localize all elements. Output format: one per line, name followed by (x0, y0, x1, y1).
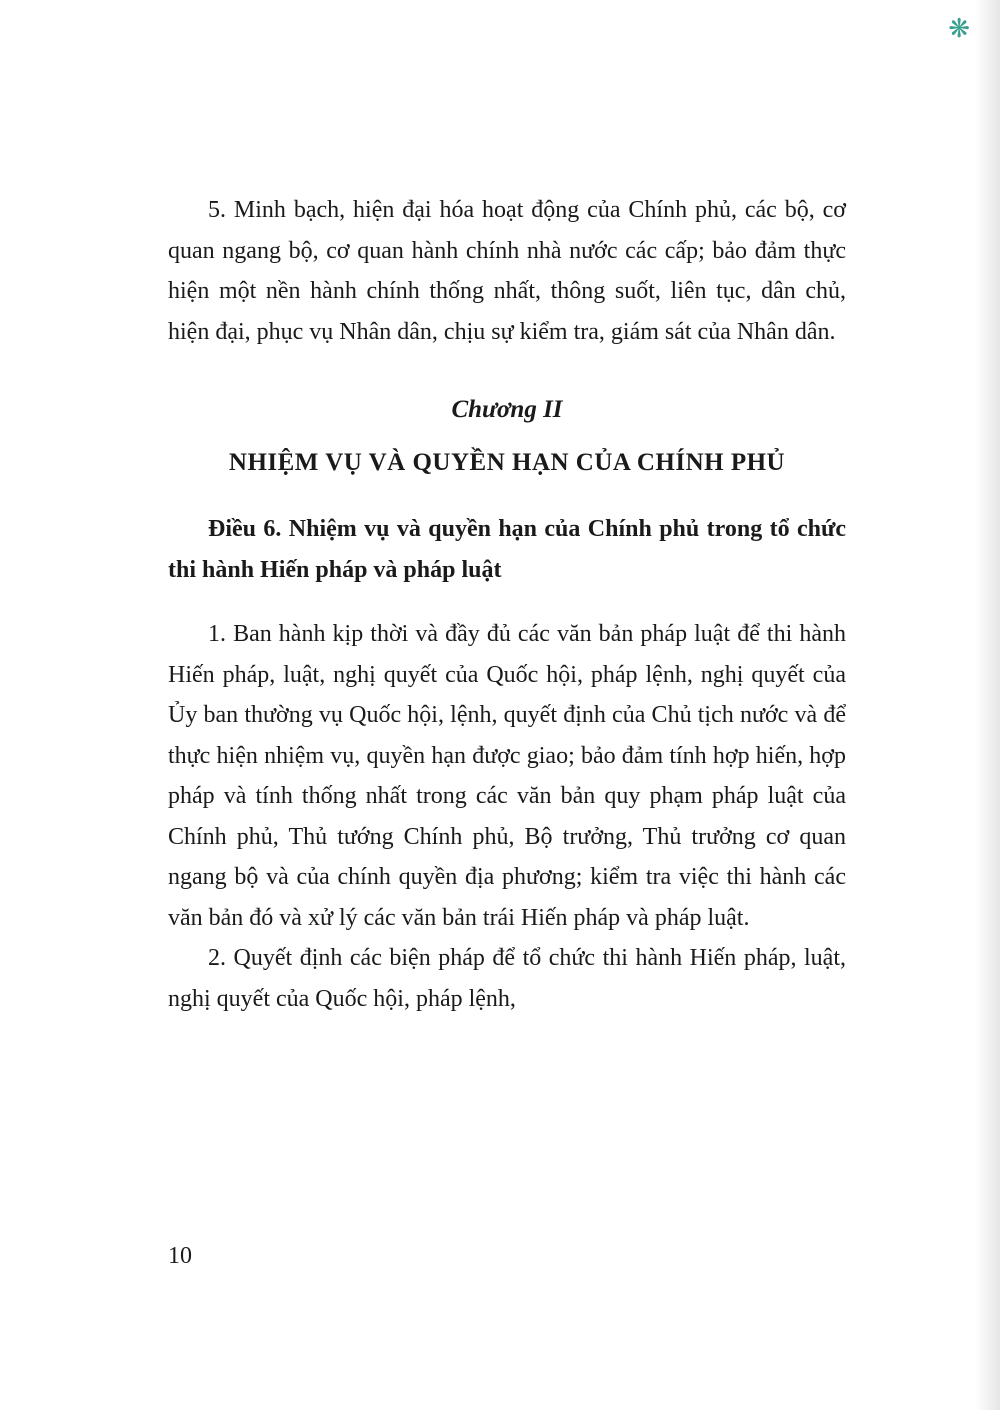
paragraph-2: 2. Quyết định các biện pháp để tổ chức thi hành Hiến pháp, luật, nghị quyết của Quốc hội, pháp lệnh, (168, 945, 846, 1012)
chapter-label: Chương II (451, 396, 563, 423)
page-number: 10 (168, 1243, 192, 1269)
flower-decoration-icon: ❋ (948, 14, 970, 44)
article-6-heading: Điều 6. Nhiệm vụ và quyền hạn của Chính phủ trong tổ chức thi hành Hiến pháp và pháp luật (168, 516, 846, 583)
paragraph-1: 1. Ban hành kịp thời và đầy đủ các văn bản pháp luật để thi hành Hiến pháp, luật, nghị quyết của Quốc hội, pháp lệnh, nghị quyết của Ủy ban thường vụ Quốc hội, lệnh, quyết định của Chủ tịch nước và để thực hiện nhiệm vụ, quyền hạn được giao; bảo đảm tính hợp hiến, hợp pháp và tính thống nhất trong các văn bản quy phạm pháp luật của Chính phủ, Thủ tướng Chính phủ, Bộ trưởng, Thủ trưởng cơ quan ngang bộ và của chính quyền địa phương; kiểm tra việc thi hành các văn bản đó và xử lý các văn bản trái Hiến pháp và pháp luật. (168, 621, 846, 931)
chapter-title: NHIỆM VỤ VÀ QUYỀN HẠN CỦA CHÍNH PHỦ (228, 448, 786, 476)
page-edge-shading (974, 0, 1000, 1410)
paragraph-5: 5. Minh bạch, hiện đại hóa hoạt động của Chính phủ, các bộ, cơ quan ngang bộ, cơ quan hành chính nhà nước các cấp; bảo đảm thực hiện một nền hành chính thống nhất, thông suốt, liên tục, dân chủ, hiện đại, phục vụ Nhân dân, chịu sự kiểm tra, giám sát của Nhân dân. (168, 197, 846, 345)
page-content (168, 190, 846, 1019)
